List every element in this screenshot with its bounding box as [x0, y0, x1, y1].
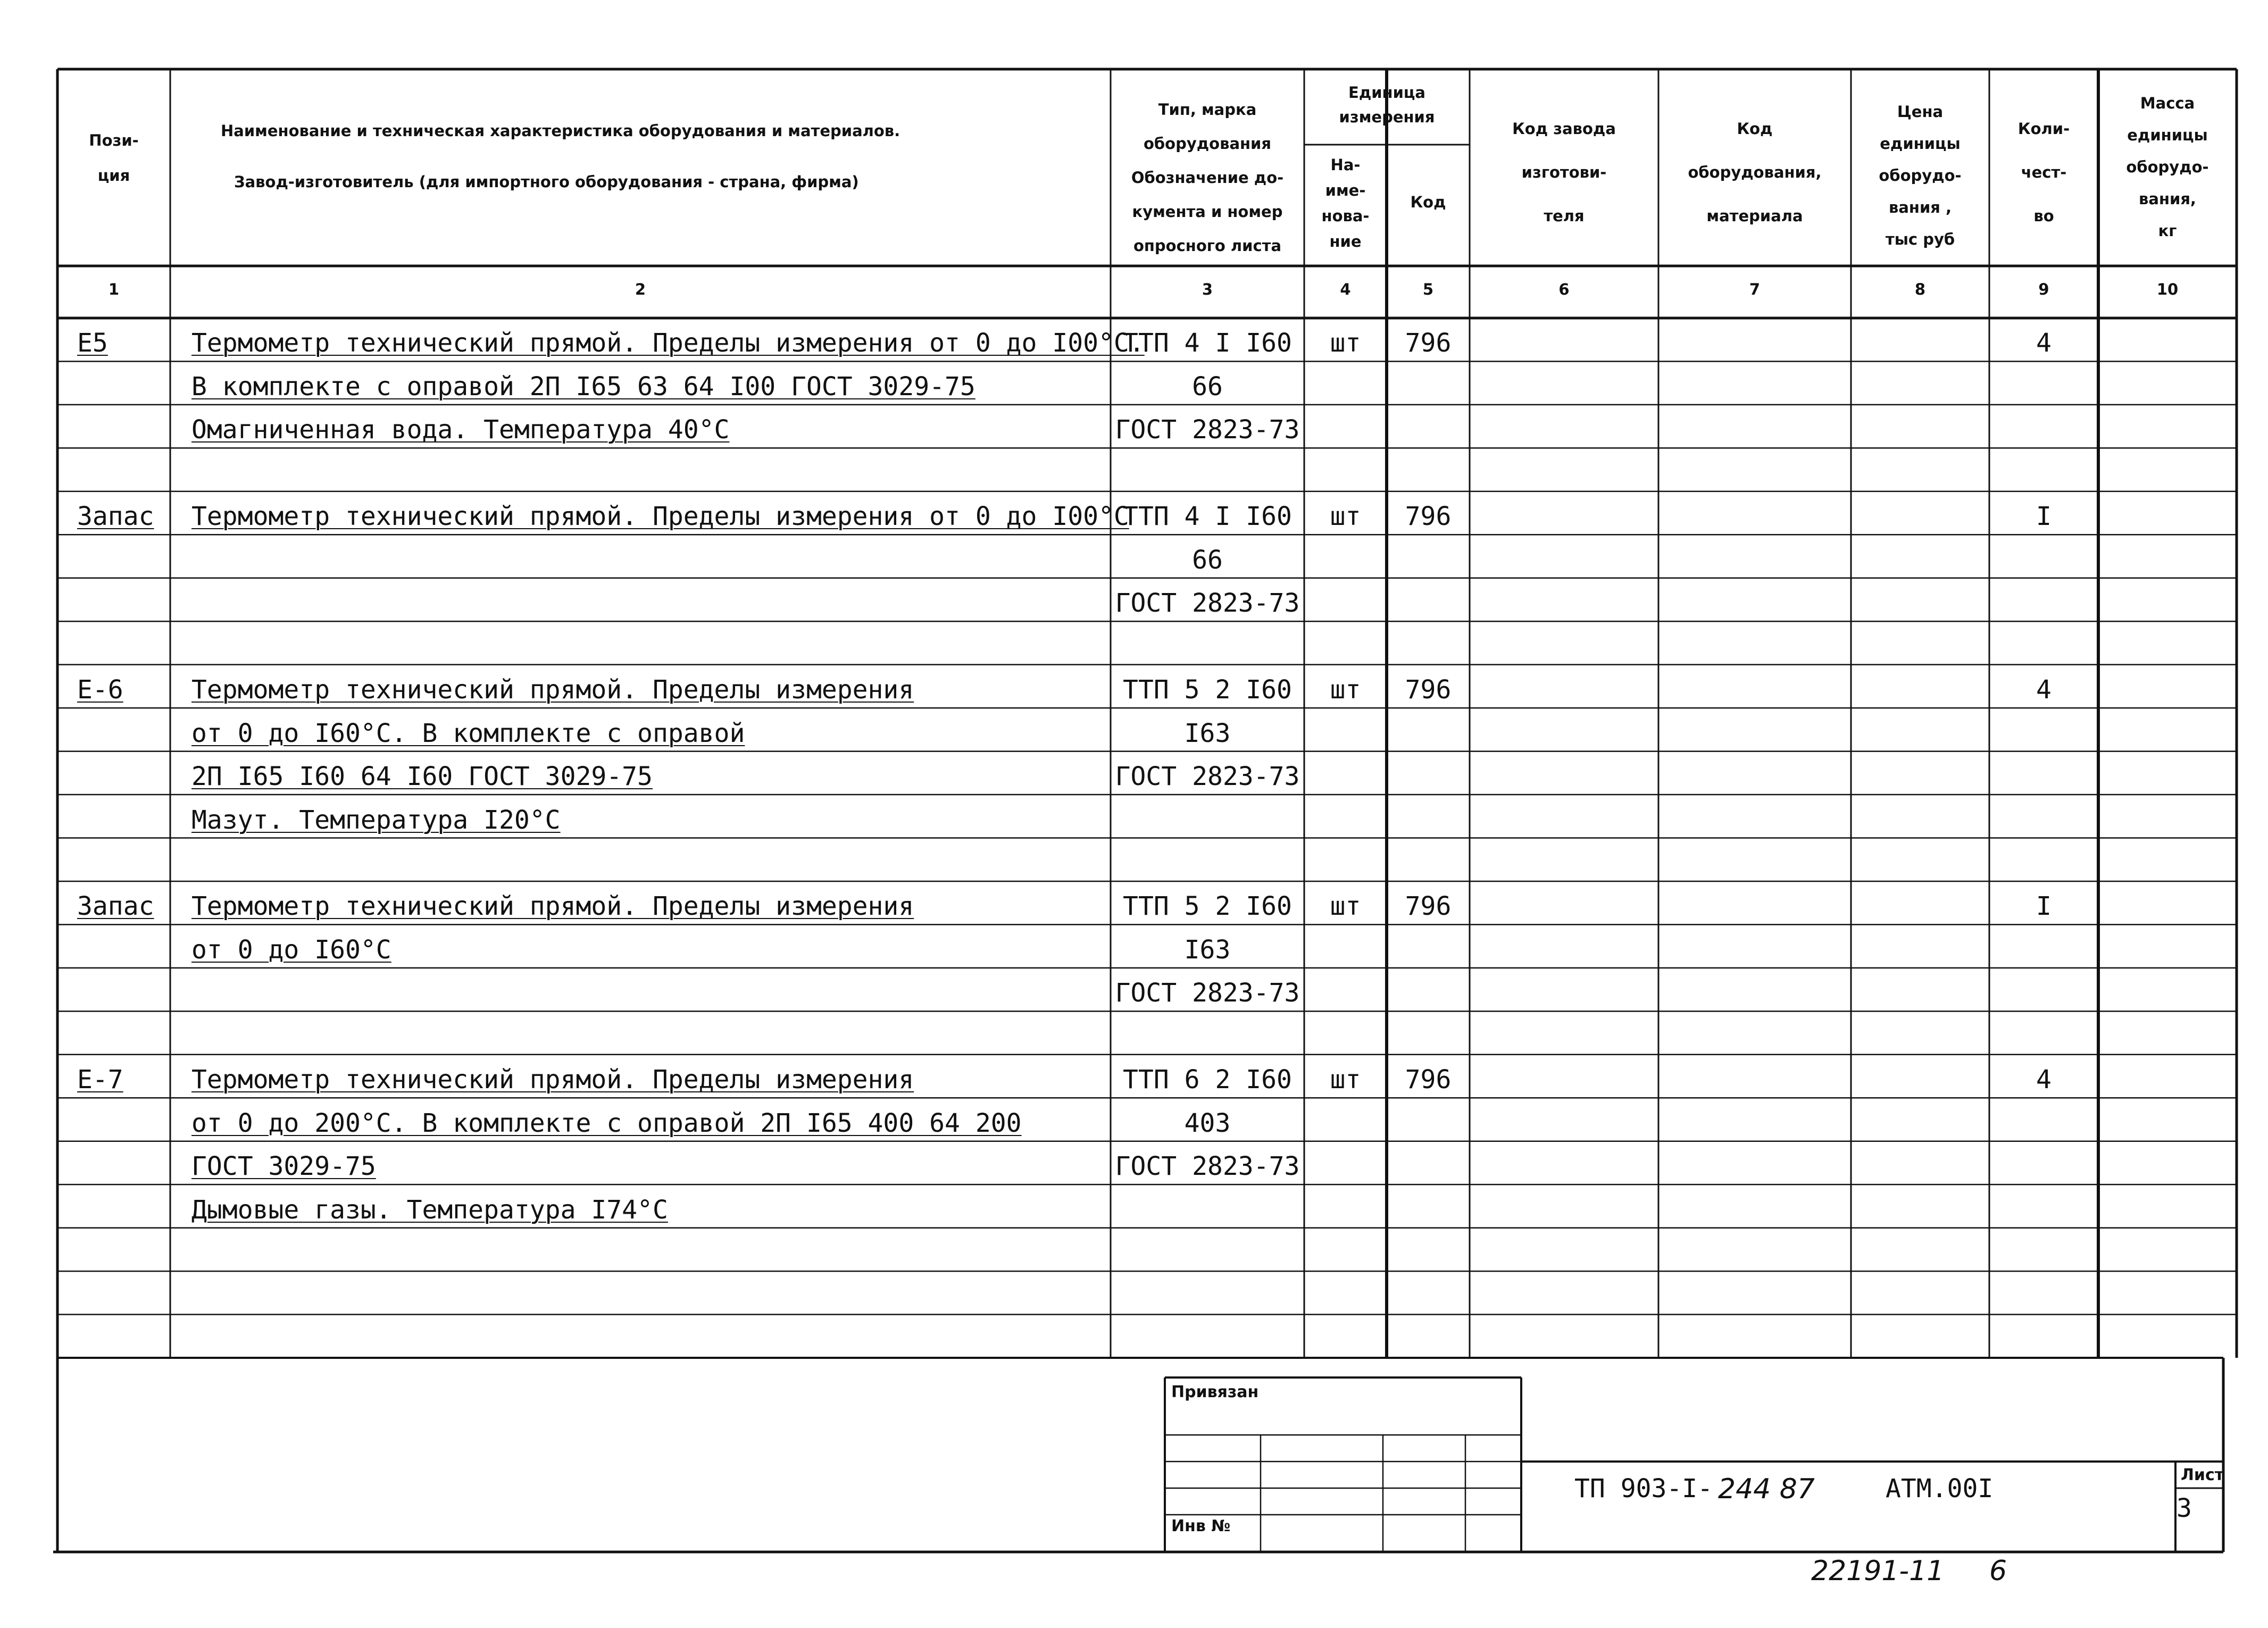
column-number: 6	[1558, 280, 1570, 298]
row-description: Омагниченная вода. Температура 40°С	[191, 415, 730, 445]
header-label: Код завода	[1512, 120, 1616, 138]
header-label: ние	[1329, 232, 1362, 251]
row-type: 66	[1192, 545, 1223, 575]
row-description: ГОСТ 3029-75	[191, 1151, 376, 1182]
header-label: измерения	[1339, 108, 1435, 126]
row-type: ТТП 6 2 I60	[1123, 1065, 1292, 1095]
row-description: Мазут. Температура I20°С	[191, 805, 561, 835]
row-position: Запас	[77, 502, 154, 532]
row-quantity: 4	[2036, 1065, 2052, 1095]
header-label: Код	[1737, 120, 1773, 138]
doc-mark: АТМ.00I	[1886, 1474, 1994, 1504]
sheet-number: 3	[2177, 1493, 2192, 1523]
header-label: оборудования,	[1688, 163, 1822, 181]
header-label: Масса	[2140, 94, 2195, 112]
row-description: от 0 до I60°С. В комплекте с оправой	[191, 718, 745, 748]
header-label: вания ,	[1888, 198, 1952, 216]
row-unit-code: 796	[1405, 502, 1452, 532]
row-description: В комплекте с оправой 2П I65 63 64 I00 ГОСТ 3029-75	[191, 371, 975, 402]
row-unit-code: 796	[1405, 891, 1452, 922]
column-number: 9	[2038, 280, 2049, 298]
row-unit-code: 796	[1405, 328, 1452, 358]
row-description: Термометр технический прямой. Пределы измерения от 0 до I00°С	[191, 502, 1129, 532]
row-unit: шт	[1330, 502, 1361, 532]
row-type: ГОСТ 2823-73	[1115, 978, 1300, 1008]
handwritten-number: 22191-11	[1811, 1555, 1945, 1587]
row-type: ГОСТ 2823-73	[1115, 415, 1300, 445]
header-label: чест-	[2021, 163, 2067, 181]
row-description: от 0 до I60°С	[191, 934, 391, 965]
header-label: тыс руб	[1885, 230, 1955, 248]
header-label: теля	[1544, 207, 1585, 225]
row-description: Термометр технический прямой. Пределы измерения	[191, 1065, 914, 1095]
header-label: изготови-	[1521, 163, 1607, 181]
header-label: во	[2033, 207, 2054, 225]
row-quantity: 4	[2036, 675, 2052, 705]
row-unit: шт	[1330, 675, 1361, 705]
header-label: Пози-	[89, 131, 139, 149]
header-label: Цена	[1897, 103, 1944, 121]
header-label: оборудования	[1143, 135, 1272, 153]
row-description: 2П I65 I60 64 I60 ГОСТ 3029-75	[191, 762, 653, 792]
row-type: ТТП 5 2 I60	[1123, 891, 1292, 922]
header-label: единицы	[2127, 126, 2208, 144]
row-description: Термометр технический прямой. Пределы измерения от 0 до I00°С.	[191, 328, 1145, 358]
handwritten-sheet: 6	[1989, 1555, 2007, 1587]
row-type: ГОСТ 2823-73	[1115, 1151, 1300, 1182]
row-type: ТТП 4 I I60	[1123, 502, 1292, 532]
header-label: Единица	[1348, 84, 1425, 102]
row-position: Запас	[77, 891, 154, 922]
row-unit-code: 796	[1405, 675, 1452, 705]
row-description: от 0 до 200°С. В комплекте с оправой 2П I65 400 64 200	[191, 1108, 1022, 1138]
column-number: 7	[1749, 280, 1761, 298]
row-type: I63	[1184, 934, 1231, 965]
column-number: 1	[108, 280, 120, 298]
header-label: Обозначение до-	[1131, 169, 1284, 187]
row-type: ТТП 4 I I60	[1123, 328, 1292, 358]
column-number: 2	[635, 280, 646, 298]
sheet-label: Лист	[2181, 1466, 2224, 1484]
header-col2-line1: Наименование и техническая характеристика оборудования и материалов.	[221, 122, 900, 140]
row-unit: шт	[1330, 1065, 1361, 1095]
header-col2-line2: Завод-изготовитель (для импортного оборудования - страна, фирма)	[234, 173, 859, 191]
header-label: оборудо-	[1879, 166, 1962, 185]
column-number: 4	[1340, 280, 1351, 298]
row-description: Термометр технический прямой. Пределы измерения	[191, 675, 914, 705]
row-type: I63	[1184, 718, 1231, 748]
row-position: Е5	[77, 328, 108, 358]
row-quantity: I	[2036, 502, 2052, 532]
column-number: 5	[1422, 280, 1434, 298]
stamp-inv: Инв №	[1171, 1517, 1231, 1535]
header-label: ция	[97, 166, 130, 185]
row-type: ТТП 5 2 I60	[1123, 675, 1292, 705]
header-label: вания,	[2139, 190, 2196, 208]
row-unit-code: 796	[1405, 1065, 1452, 1095]
header-label: Коли-	[2017, 120, 2070, 138]
row-position: Е-7	[77, 1065, 123, 1095]
header-label: материала	[1706, 207, 1803, 225]
row-type: ГОСТ 2823-73	[1115, 762, 1300, 792]
row-description: Термометр технический прямой. Пределы измерения	[191, 891, 914, 922]
row-type: ГОСТ 2823-73	[1115, 588, 1300, 619]
column-number: 3	[1202, 280, 1213, 298]
header-label: кг	[2158, 222, 2177, 240]
row-quantity: I	[2036, 891, 2052, 922]
row-description: Дымовые газы. Температура I74°С	[191, 1195, 668, 1225]
doc-code: ТП 903-I-	[1574, 1474, 1713, 1504]
stamp-privyazan: Привязан	[1171, 1383, 1259, 1401]
row-unit: шт	[1330, 328, 1361, 358]
header-label: име-	[1325, 181, 1366, 199]
header-col5: Код	[1410, 193, 1446, 211]
header-label: нова-	[1321, 207, 1370, 225]
row-type: 403	[1184, 1108, 1231, 1138]
header-label: опросного листа	[1133, 237, 1282, 255]
doc-code-handwritten: 244 87	[1718, 1473, 1815, 1505]
column-number: 10	[2156, 280, 2179, 298]
row-position: Е-6	[77, 675, 123, 705]
header-label: кумента и номер	[1132, 203, 1283, 221]
header-label: На-	[1330, 156, 1361, 174]
header-label: единицы	[1880, 135, 1961, 153]
row-type: 66	[1192, 371, 1223, 402]
row-quantity: 4	[2036, 328, 2052, 358]
header-label: Тип, марка	[1158, 101, 1257, 119]
header-label: оборудо-	[2126, 158, 2209, 176]
row-unit: шт	[1330, 891, 1361, 922]
column-number: 8	[1914, 280, 1926, 298]
